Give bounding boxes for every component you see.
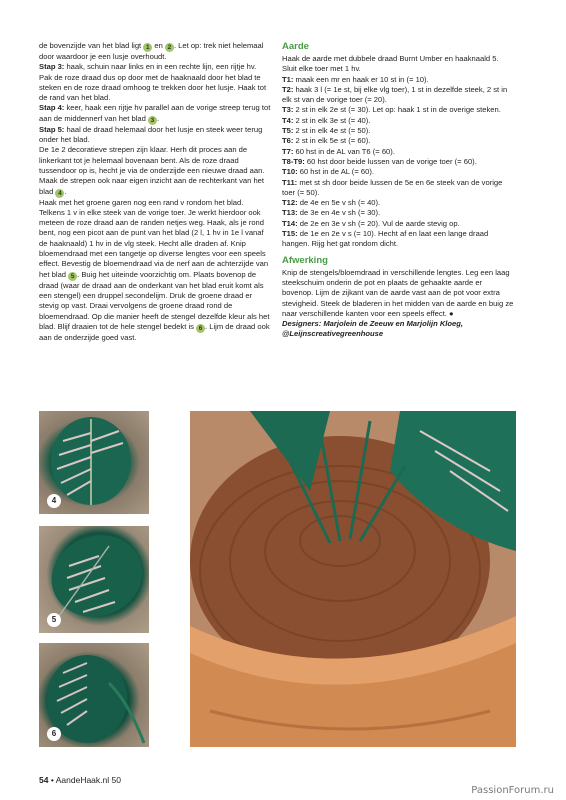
step-5-photo bbox=[39, 526, 149, 633]
pattern-row: T3: 2 st in elk 2e st (= 30). Let op: haak 1 st in de overige steken. bbox=[282, 105, 501, 115]
step-number-badge: 2 bbox=[165, 43, 174, 52]
pattern-row: T4: 2 st in elk 3e st (= 40). bbox=[282, 115, 371, 125]
photo-number-badge: 4 bbox=[47, 494, 61, 508]
photo-number-badge: 6 bbox=[47, 727, 61, 741]
magazine-issue: AandeHaak.nl 50 bbox=[55, 775, 121, 785]
step-number-badge: 1 bbox=[143, 43, 152, 52]
page-footer bbox=[39, 775, 121, 785]
pattern-row: T1: maak een mr en haak er 10 st in (= 10). bbox=[282, 74, 429, 84]
paragraph-decorative-stripes: De 1e 2 decoratieve strepen zijn klaar. Herh dit proces aan de linkerkant tot je helemaal bovenaan bent. Als de roze draad tussendoor op is, hecht je via de onderzijde een nieuwe draad aan. Maak de strepen ook naar eigen inzicht aan de rechterkant van het blad 4 . bbox=[39, 145, 265, 197]
aarde-intro: Haak de aarde met dubbele draad Burnt Umber en haaknaald 5. Sluit elke toer met 1 hv. bbox=[282, 54, 499, 74]
step-number-badge: 5 bbox=[68, 272, 77, 281]
step-4-photo bbox=[39, 411, 149, 514]
pattern-row: T5: 2 st in elk 4e st (= 50). bbox=[282, 126, 371, 136]
pattern-row: T11: met st sh door beide lussen de 5e en 6e steek van de vorige toer (= 50). bbox=[282, 177, 503, 197]
designers-credit: Designers: Marjolein de Zeeuw en Marjolijn Kloeg, @Leijnscreativegreenhouse bbox=[282, 319, 464, 339]
pattern-row: T15: de 1e en 2e v s (= 10). Hecht af en laat een lange draad hangen. Rijg het gat rondom dicht. bbox=[282, 229, 489, 249]
watermark: PassionForum.ru bbox=[471, 785, 554, 796]
afwerking-text: Knip de stengels/bloemdraad in verschillende lengtes. Leg een laag steekschuim onderin de pot en plaats de gehaakte aarde er bovenop. Lijm de zijkant van de aarde vast aan de pot voor extra stevigheid. Steek de bladeren in het midden van de aarde en buig ze naar verschillende kanten voor een speels effect. ● bbox=[282, 267, 514, 318]
pattern-row: T12: de 4e en 5e v sh (= 40). bbox=[282, 198, 381, 208]
pattern-row: T13: de 3e en 4e v sh (= 30). bbox=[282, 208, 381, 218]
step-number-badge: 3 bbox=[148, 116, 157, 125]
pattern-row: T7: 60 hst in de AL van T6 (= 60). bbox=[282, 146, 395, 156]
pattern-row: T6: 2 st in elk 5e st (= 60). bbox=[282, 136, 371, 146]
heading-afwerking: Afwerking bbox=[282, 254, 328, 266]
left-text-column bbox=[39, 41, 271, 343]
pattern-rows bbox=[282, 75, 514, 250]
paragraph-step-3: Stap 3: haak, schuin naar links en in een rechte lijn, een rijtje hv. Pak de roze draad dus op door met de haaknaald door het blad te steken en de roze draad omhoog te trekken door het lusje. Haak tot de rand van het blad. bbox=[39, 62, 267, 103]
crocheted-plant-in-pot-illustration bbox=[190, 411, 516, 747]
paragraph-step-4: Stap 4: keer, haak een rijtje hv parallel aan de vorige streep terug tot aan de middennerf van het blad 3 . bbox=[39, 103, 271, 124]
right-text-column bbox=[282, 41, 514, 340]
paragraph-leaf-finishing: Haak met het groene garen nog een rand v rondom het blad. Telkens 1 v in elke steek van de vorige toer. Je werkt hierdoor ook meteen de roze draad aan de randen netjes weg. Haak, als je rond bent, nog een picot aan de punt van het blad (2 l, 1 hv in 1e l vanaf de haaknaald) 1 hv in de vlg steek. Hecht alle draden af. Knip bloemendraad met een tangetje op diverse lengtes voor een speels effect. Bevestig de bloemendraad via de nerf aan de achterzijde van het blad 5 . Buig het uiteinde voorzichtig om. Plaats bovenop de draad (waar de draad aan de onderkant van het blad eruit komt als een stengel) een druppel secondelijm. Druk de groene draad er stevig op vast. Draai vervolgens de groene draad rond de bloemendraad. Op die manier heeft de stengel dezelfde kleur als het blad. Blijf draaien tot de hele stengel bedekt is 6 . Lijm de draad ook aan de onderzijde goed vast. bbox=[39, 197, 270, 342]
step-number-badge: 6 bbox=[196, 324, 205, 333]
page-number: 54 bbox=[39, 775, 49, 785]
step-6-photo bbox=[39, 643, 149, 747]
footer-bullet: • bbox=[50, 775, 54, 785]
pattern-row: T8-T9: 60 hst door beide lussen van de vorige toer (= 60). bbox=[282, 156, 477, 166]
paragraph-intro: de bovenzijde van het blad ligt 1 en 2 . Let op: trek niet helemaal door waardoor je een lusje overhoudt. bbox=[39, 41, 264, 61]
heading-aarde: Aarde bbox=[282, 41, 309, 52]
photo-number-badge: 5 bbox=[47, 613, 61, 627]
pattern-row: T14: de 2e en 3e v sh (= 20). Vul de aarde stevig op. bbox=[282, 218, 460, 228]
paragraph-step-5: Stap 5: haal de draad helemaal door het lusje en steek weer terug onder het blad. bbox=[39, 124, 263, 145]
step-number-badge: 4 bbox=[55, 189, 64, 198]
pattern-row: T10: 60 hst in de AL (= 60). bbox=[282, 167, 374, 177]
flowerpot-photo bbox=[190, 411, 516, 747]
pattern-row: T2: haak 3 l (= 1e st, bij elke vlg toer), 1 st in dezelfde steek, 2 st in elk st van de vorige toer (= 20). bbox=[282, 84, 508, 105]
